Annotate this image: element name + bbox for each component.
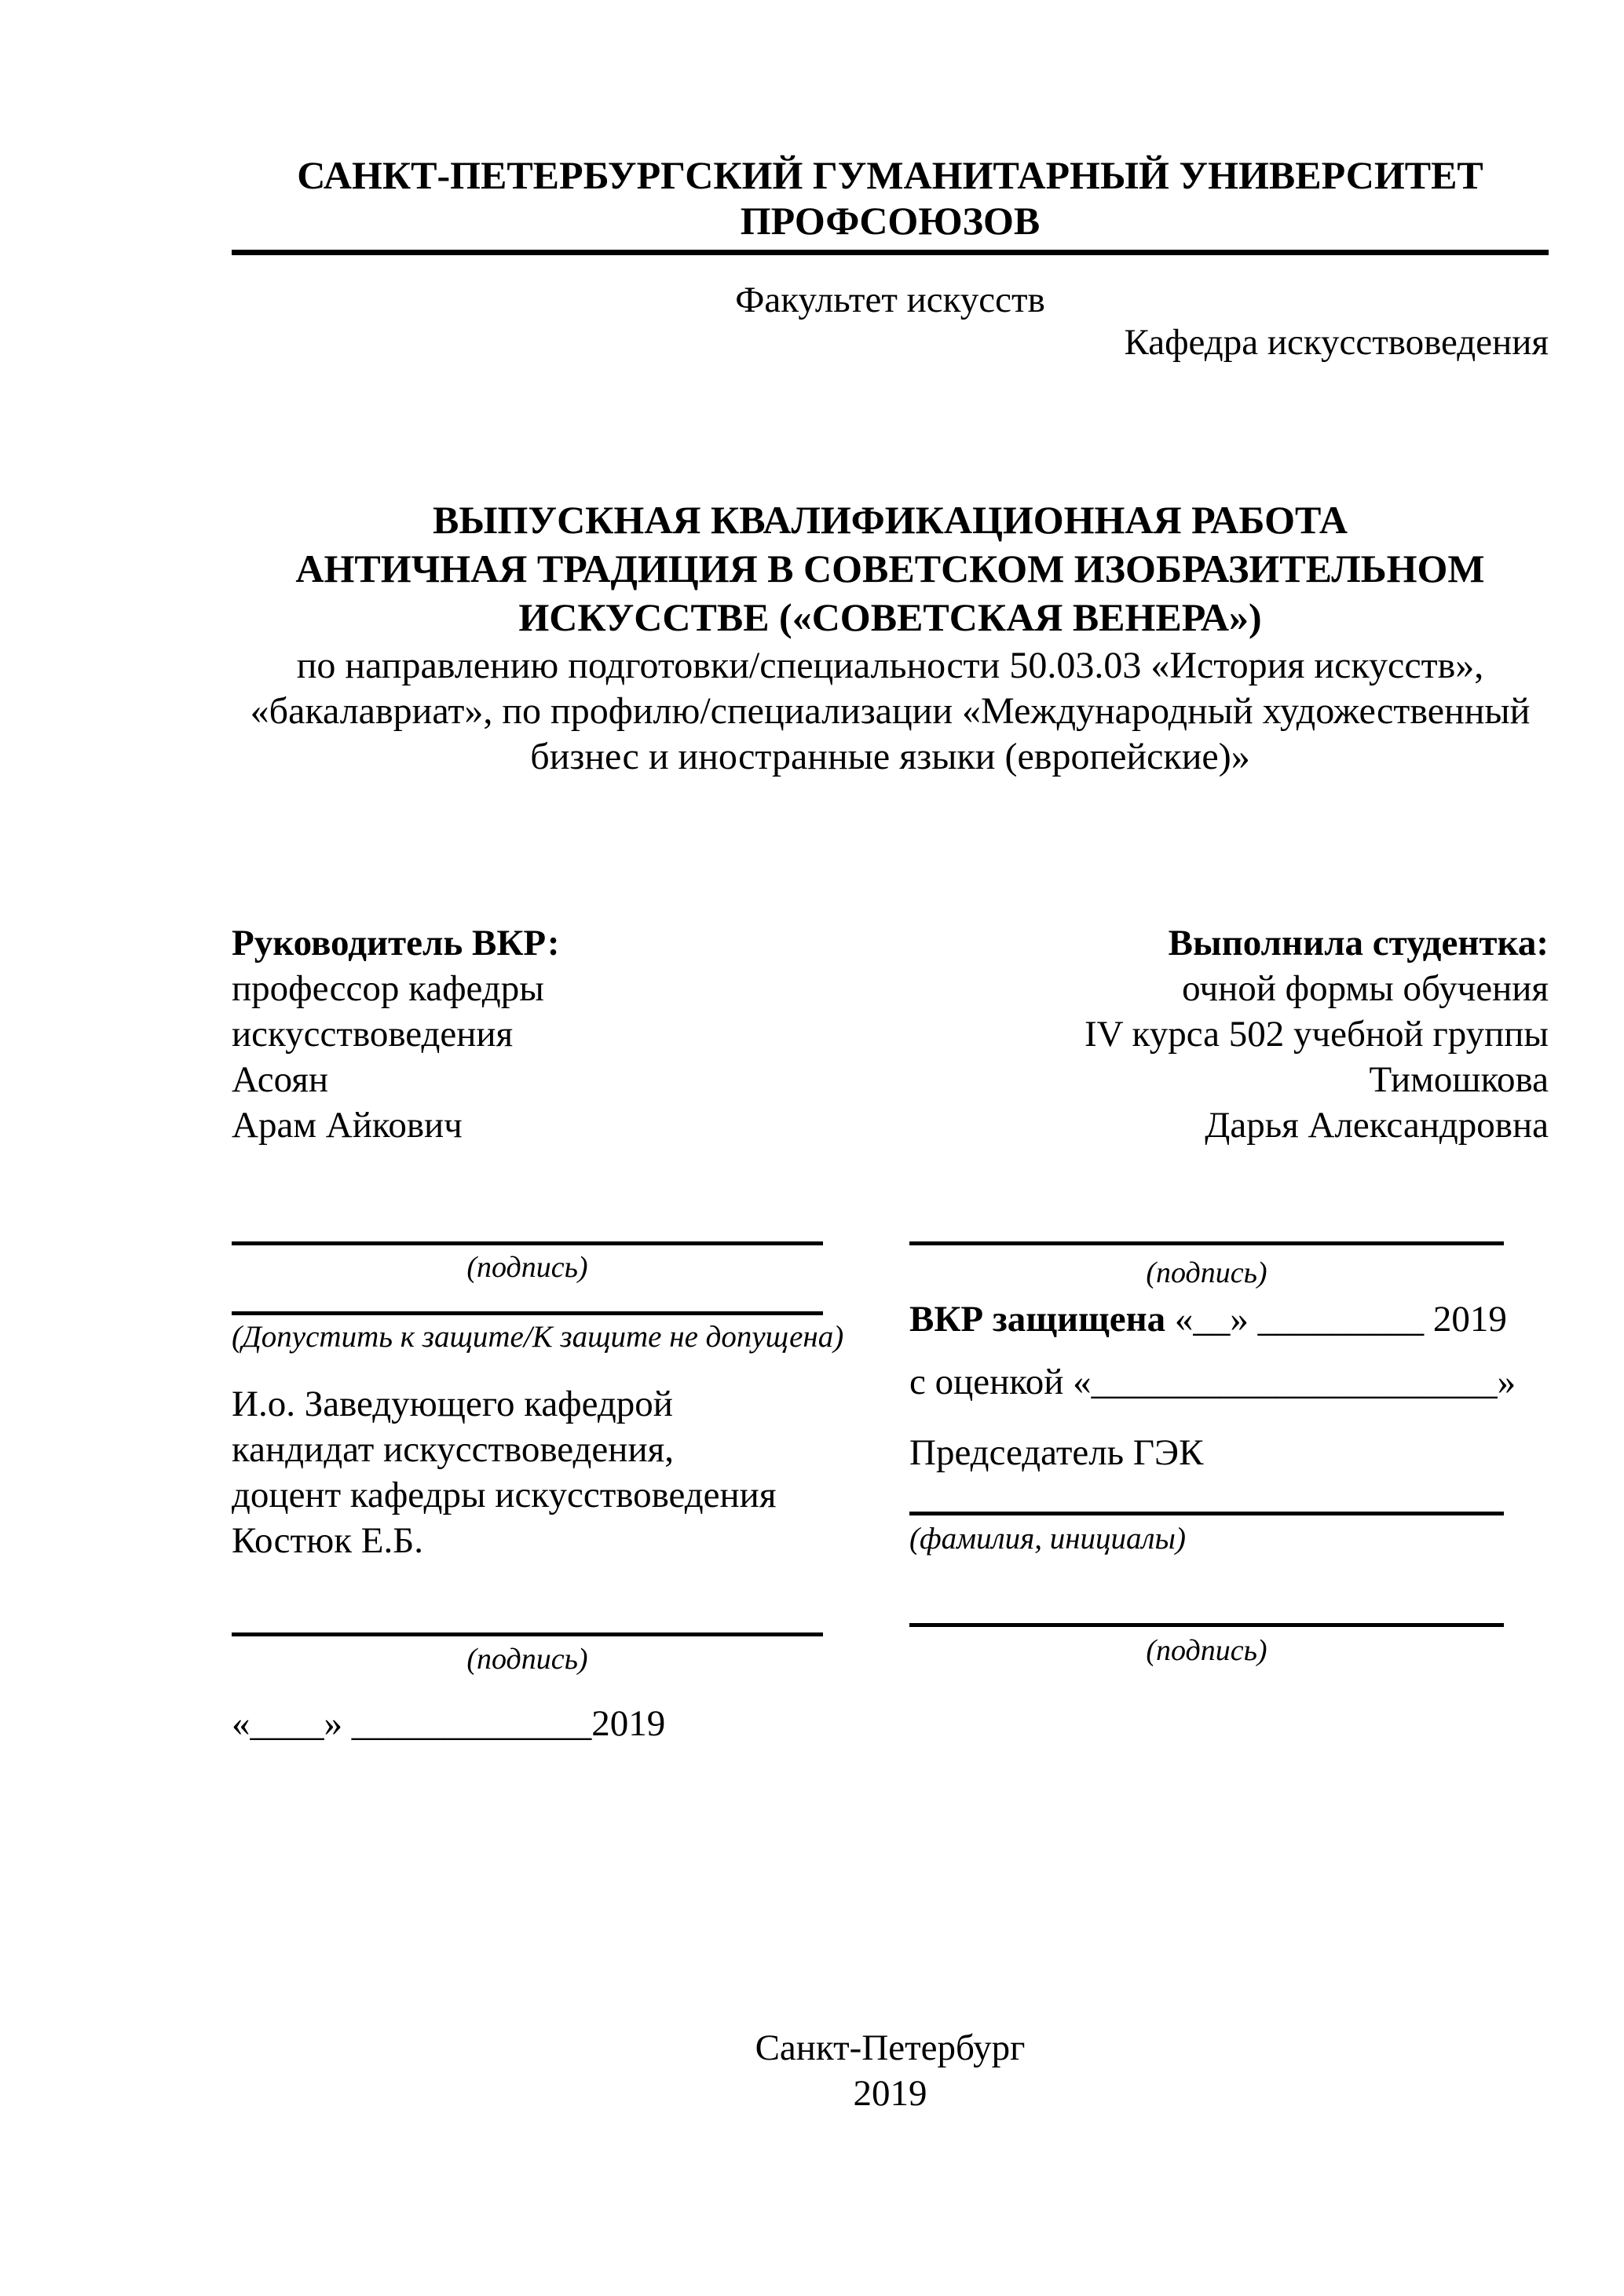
header-rule [232,250,1549,255]
approver-line: Костюк Е.Б. [232,1520,423,1561]
approver-line: И.о. Заведующего кафедрой [232,1384,673,1424]
faculty-line: Факультет искусств [735,280,1045,320]
university-name-line2: ПРОФСОЮЗОВ [740,199,1041,243]
subtitle-line-2: «бакалавриат», по профилю/специализации «Международный художественный [250,690,1531,732]
student-signature-caption: (подпись) [1146,1256,1267,1289]
approver-signature-caption: (подпись) [466,1643,588,1676]
chairman-name-caption: (фамилия, инициалы) [909,1522,1186,1556]
student-signature-line [909,1241,1504,1245]
footer-city: Санкт-Петербург [755,2027,1026,2068]
student-line: Дарья Александровна [1205,1105,1549,1146]
chairman-signature-caption: (подпись) [1146,1634,1267,1667]
title-line-1: АНТИЧНАЯ ТРАДИЦИЯ В СОВЕТСКОМ ИЗОБРАЗИТЕЛЬНОМ [295,547,1485,590]
approver-line: доцент кафедры искусствоведения [232,1475,777,1515]
student-block [828,920,1549,1148]
defended-date-blanks: «__» _________ 2019 [1165,1299,1507,1340]
title-block [232,495,1549,780]
title-line-2: ИСКУССТВЕ («СОВЕТСКАЯ ВЕНЕРА») [518,595,1262,639]
chairman-name-line [909,1512,1504,1515]
department-line: Кафедра искусствоведения [1124,322,1549,363]
subtitle-line-3: бизнес и иностранные языки (европейские)» [530,736,1250,777]
chairman-label: Председатель ГЭК [909,1432,1204,1473]
admission-line [232,1311,823,1315]
supervisor-block [232,920,828,1148]
approval-date-line: «____» _____________2019 [232,1703,666,1744]
footer-year: 2019 [853,2073,927,2114]
supervisor-signature-line [232,1241,823,1245]
admission-caption: (Допустить к защите/К защите не допущена) [232,1320,844,1354]
supervisor-line: Асоян [232,1059,329,1100]
chairman-signature-line [909,1623,1504,1627]
supervisor-signature-caption: (подпись) [466,1251,588,1284]
student-label: Выполнила студентка: [1168,923,1549,963]
approver-block [232,1381,938,1563]
defended-line [909,1296,1507,1342]
supervisor-line: искусствоведения [232,1014,514,1055]
work-type-line: ВЫПУСКНАЯ КВАЛИФИКАЦИОННАЯ РАБОТА [433,498,1348,542]
supervisor-label: Руководитель ВКР: [232,923,560,963]
student-line: очной формы обучения [1182,968,1549,1009]
defended-label: ВКР защищена [909,1299,1166,1340]
approver-line: кандидат искусствоведения, [232,1429,674,1470]
student-line: IV курса 502 учебной группы [1084,1014,1549,1055]
student-line: Тимошкова [1369,1059,1549,1100]
subtitle-line-1: по направлению подготовки/специальности 50.03.03 «История искусств», [296,645,1484,686]
grade-line: с оценкой «______________________» [909,1362,1516,1402]
university-name-line1: САНКТ-ПЕТЕРБУРГСКИЙ ГУМАНИТАРНЫЙ УНИВЕРСИТЕТ [297,153,1483,197]
supervisor-line: профессор кафедры [232,968,544,1009]
supervisor-line: Арам Айкович [232,1105,463,1146]
approver-signature-line [232,1632,823,1636]
